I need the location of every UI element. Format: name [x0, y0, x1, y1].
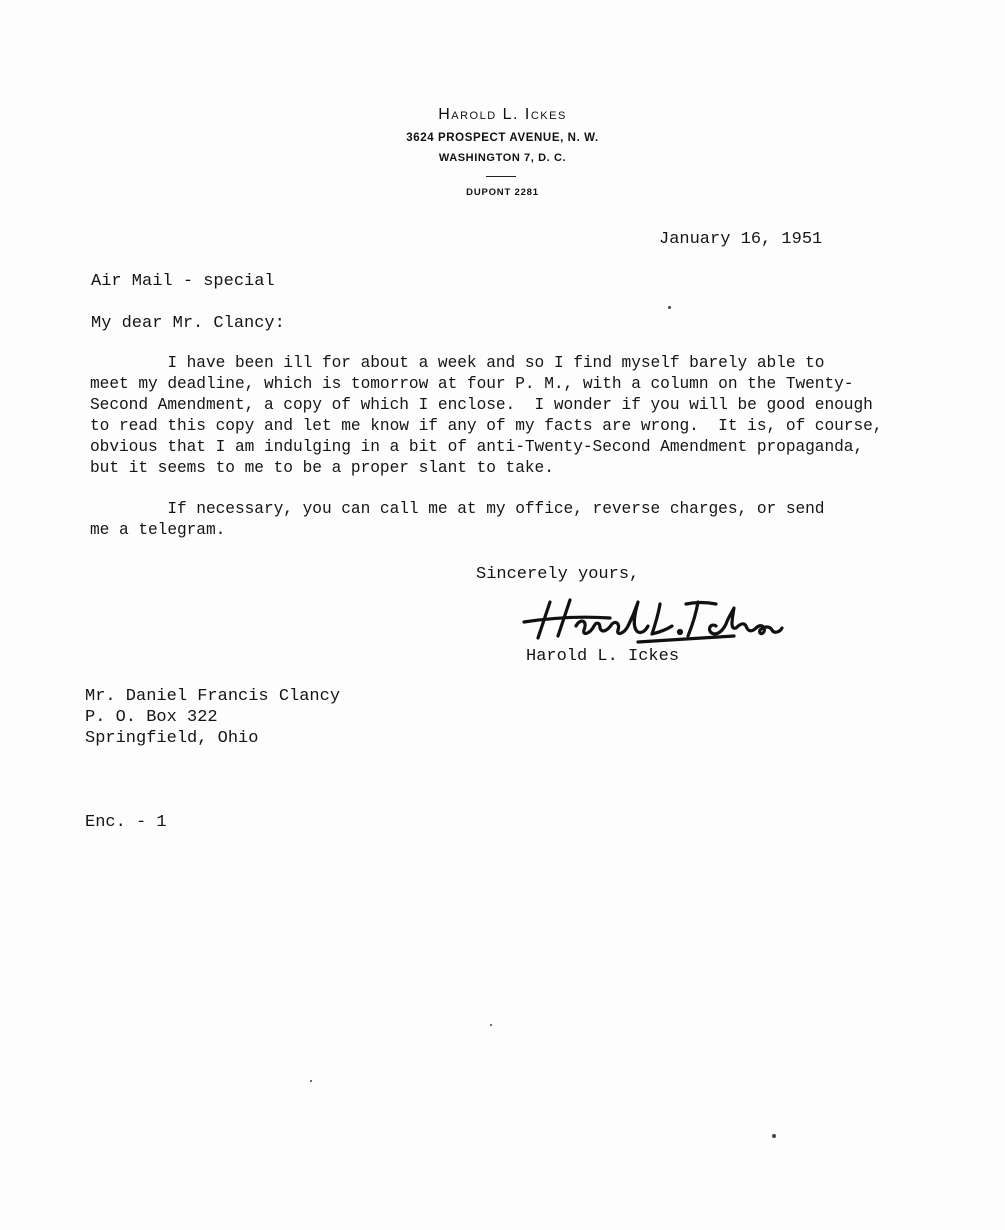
body-line: I have been ill for about a week and so I find myself barely able to: [90, 354, 825, 372]
letterhead-city: WASHINGTON 7, D. C.: [438, 152, 567, 164]
recipient-name: Mr. Daniel Francis Clancy: [85, 687, 341, 706]
letterhead-address: 3624 PROSPECT AVENUE, N. W.: [406, 132, 599, 144]
body-line: Second Amendment, a copy of which I enclose. I wonder if you will be good enough: [90, 396, 873, 414]
letterhead-phone: DUPONT 2281: [466, 187, 539, 198]
letterhead-divider: [486, 176, 516, 177]
body-line: to read this copy and let me know if any of my facts are wrong. It is, of course,: [90, 417, 883, 435]
body-line: obvious that I am indulging in a bit of anti-Twenty-Second Amendment propaganda,: [90, 438, 864, 456]
recipient-city: Springfield, Ohio: [85, 729, 259, 748]
typed-signer-name: Harold L. Ickes: [526, 647, 680, 666]
recipient-box: P. O. Box 322: [85, 708, 218, 727]
enclosure-note: Enc. - 1: [85, 813, 167, 832]
body-line: meet my deadline, which is tomorrow at four P. M., with a column on the Twenty-: [90, 375, 854, 393]
body-line: but it seems to me to be a proper slant to take.: [90, 459, 554, 477]
body-line: me a telegram.: [90, 521, 226, 539]
closing: Sincerely yours,: [476, 565, 640, 584]
letter-date: January 16, 1951: [659, 230, 823, 249]
paper-speck: [772, 1134, 776, 1138]
paper-speck: [668, 306, 671, 309]
paper-speck: [490, 1024, 492, 1026]
paper-speck: [310, 1080, 312, 1082]
salutation: My dear Mr. Clancy:: [91, 314, 285, 333]
body-line: If necessary, you can call me at my office, reverse charges, or send: [90, 500, 825, 518]
delivery-note: Air Mail - special: [91, 272, 275, 291]
letterhead-name: Harold L. Ickes: [438, 106, 567, 123]
